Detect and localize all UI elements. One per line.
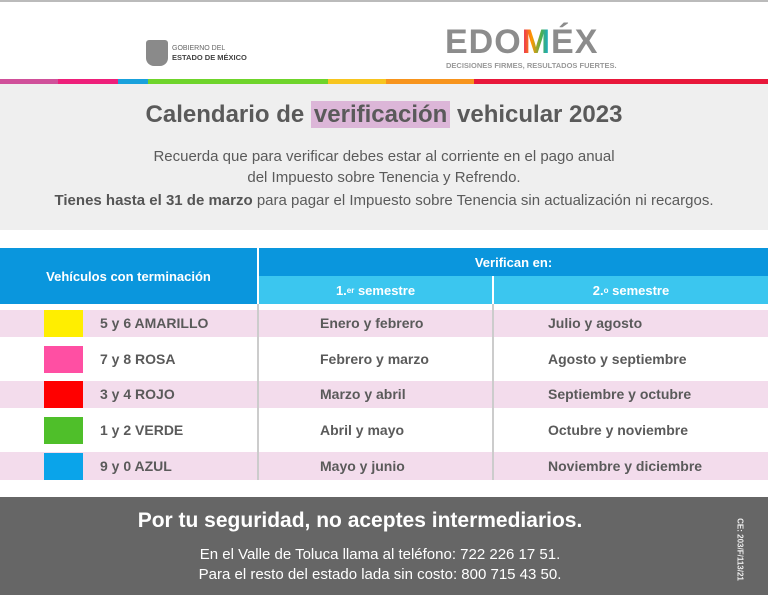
- intro-section: [0, 84, 768, 230]
- color-swatch: [44, 310, 83, 337]
- gov-line1: GOBIERNO DEL: [172, 44, 226, 52]
- color-swatch: [44, 453, 83, 480]
- semestre1-months: Marzo y abril: [320, 386, 406, 402]
- semestre2-months: Julio y agosto: [548, 315, 643, 331]
- footer-phone-toluca: En el Valle de Toluca llama al teléfono: 722 226 17 51.: [199, 546, 561, 563]
- gov-line2: ESTADO DE MÉXICO: [172, 52, 247, 62]
- terminacion-label: 9 y 0 AZUL: [100, 457, 172, 474]
- table-row: [0, 337, 768, 381]
- gobierno-logo: [146, 40, 247, 66]
- semestre2-months: Noviembre y diciembre: [548, 457, 703, 474]
- terminacion-label: 7 y 8 ROSA: [100, 350, 176, 367]
- brand-tagline: DECISIONES FIRMES, RESULTADOS FUERTES.: [446, 61, 617, 70]
- header-vehiculos: Vehículos con terminación: [0, 248, 257, 304]
- footer-phone-estado: Para el resto del estado lada sin costo: 800 715 43 50.: [198, 566, 562, 583]
- table-row: [0, 408, 768, 452]
- intro-line3: Tienes hasta el 31 de marzo para pagar el Impuesto sobre Tenencia sin actualización ni recargos.: [54, 192, 714, 209]
- brand-b: ÉX: [551, 23, 599, 61]
- header-verifican: Verifican en:: [259, 248, 768, 276]
- terminacion-label: 3 y 4 ROJO: [100, 386, 175, 402]
- semestre2-months: Agosto y septiembre: [548, 350, 687, 367]
- intro-line2: del Impuesto sobre Tenencia y Refrendo.: [247, 169, 521, 186]
- semestre1-months: Febrero y marzo: [320, 350, 429, 367]
- footer-headline: Por tu seguridad, no aceptes intermediarios.: [137, 509, 583, 532]
- header-semestre-2: 2. o semestre: [494, 276, 768, 304]
- edomex-logo: [445, 24, 598, 60]
- coat-of-arms-icon: [146, 40, 168, 66]
- semestre2-months: Octubre y noviembre: [548, 421, 689, 438]
- footer: [0, 497, 768, 595]
- semestre1-months: Abril y mayo: [320, 421, 405, 438]
- column-divider: [257, 304, 259, 480]
- intro-line1: Recuerda que para verificar debes estar al corriente en el pago anual: [153, 148, 615, 165]
- brand-a: EDO: [445, 23, 522, 61]
- semestre1-months: Mayo y junio: [320, 457, 405, 474]
- color-swatch: [44, 346, 83, 373]
- table-row: [0, 310, 768, 337]
- color-swatch: [44, 381, 83, 408]
- semestre2-months: Septiembre y octubre: [548, 386, 692, 402]
- terminacion-label: 5 y 6 AMARILLO: [100, 315, 209, 331]
- terminacion-label: 1 y 2 VERDE: [100, 421, 184, 438]
- header-semestre-1: 1. er semestre: [259, 276, 492, 304]
- footer-code: CE: 203/F/113/21: [735, 518, 745, 581]
- table-row: [0, 381, 768, 408]
- brand-m: M: [521, 23, 552, 61]
- color-swatch: [44, 417, 83, 444]
- semestre1-months: Enero y febrero: [320, 315, 424, 331]
- page-title: Calendario de verificación vehicular 2023: [145, 101, 623, 128]
- table-row: [0, 452, 768, 480]
- column-divider: [492, 304, 494, 480]
- top-border: [0, 0, 768, 2]
